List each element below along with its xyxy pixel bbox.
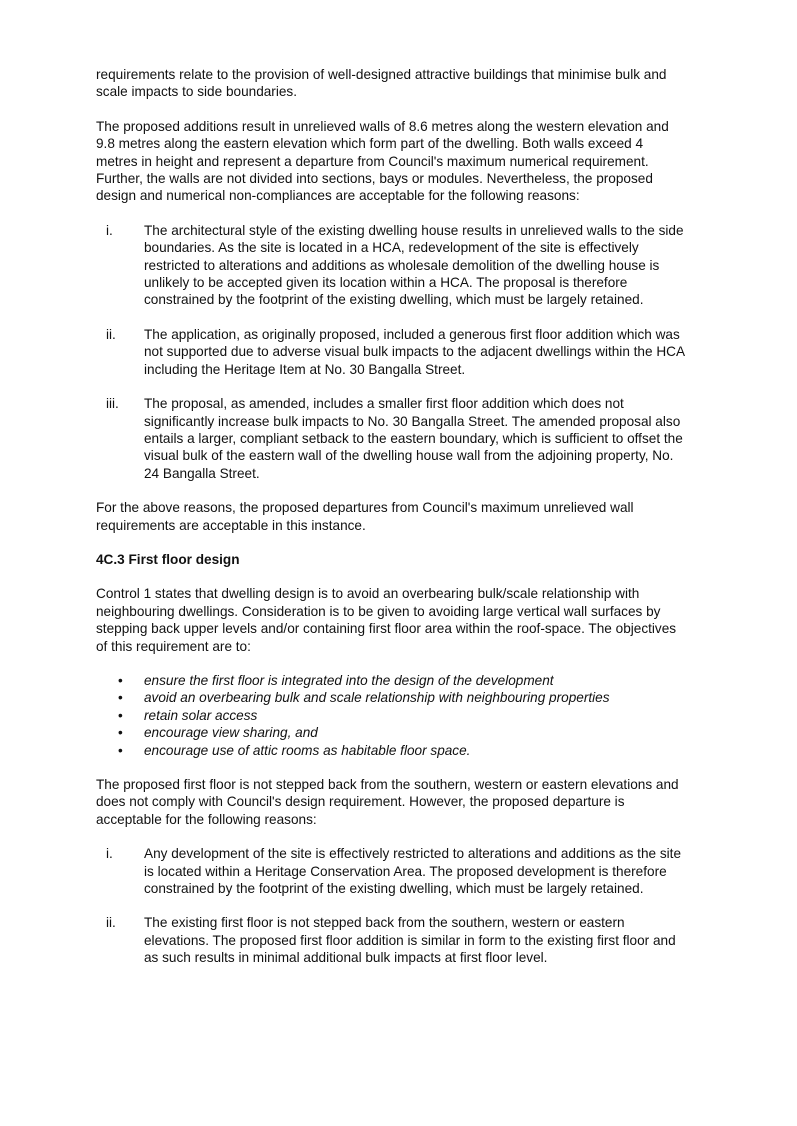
control-paragraph: Control 1 states that dwelling design is to avoid an overbearing bulk/scale relationship with neighbouring dwellings. Consideration is to be given to avoiding large vertical wall surfaces by stepping back upper levels and/or containing first floor area within the roof-space. The objectives of this requirement are to: <box>96 586 677 654</box>
list-item-number: ii. <box>106 326 116 342</box>
list-item <box>96 672 688 689</box>
list-item-text: The application, as originally proposed, included a generous first floor addition which was not supported due to adverse visual bulk impacts to the adjacent dwellings within the HCA including the Heritage Item at No. 30 Bangalla Street. <box>144 326 685 377</box>
walls-paragraph: The proposed additions result in unrelieved walls of 8.6 metres along the western elevation and 9.8 metres along the eastern elevation which form part of the dwelling. Both walls exceed 4 metres in height and represent a departure from Council's maximum numerical requirement. Further, the walls are not divided into sections, bays or modules. Nevertheless, the proposed design and numerical non-compliances are acceptable for the following reasons: <box>96 118 669 204</box>
bullet-icon: • <box>118 690 123 706</box>
intro-paragraph: requirements relate to the provision of well-designed attractive buildings that minimise bulk and scale impacts to side boundaries. <box>96 67 667 100</box>
list-item <box>96 724 688 741</box>
list-item-text: Any development of the site is effectively restricted to alterations and additions as the site is located within a Heritage Conservation Area. The proposed development is therefore constrained by the footprint of the existing dwelling, which must be largely retained. <box>144 846 681 897</box>
list-item-number: ii. <box>106 915 116 931</box>
first-floor-reasons-list <box>96 845 688 966</box>
walls-reasons-list <box>96 222 688 482</box>
list-item-text: The proposal, as amended, includes a smaller first floor addition which does not significantly increase bulk impacts to No. 30 Bangalla Street. The amended proposal also entails a larger, compliant setback to the eastern boundary, which is sufficient to offset the visual bulk of the eastern wall of the dwelling house wall from the adjoining property, No. 24 Bangalla Street. <box>144 396 683 481</box>
list-item <box>96 707 688 724</box>
bullet-icon: • <box>118 707 123 723</box>
bullet-icon: • <box>118 742 123 758</box>
list-item-number: i. <box>106 846 113 862</box>
list-item <box>96 395 688 482</box>
section-heading: 4C.3 First floor design <box>96 551 240 567</box>
list-item-number: iii. <box>106 396 119 412</box>
bullet-icon: • <box>118 672 123 688</box>
objective-text: encourage view sharing, and <box>144 725 318 741</box>
objective-text: ensure the first floor is integrated into the design of the development <box>144 672 554 688</box>
list-item <box>96 689 688 706</box>
list-item <box>96 845 688 897</box>
list-item <box>96 222 688 309</box>
objective-text: avoid an overbearing bulk and scale relationship with neighbouring properties <box>144 690 610 706</box>
document-page <box>96 66 688 984</box>
list-item-number: i. <box>106 222 113 238</box>
list-item <box>96 742 688 759</box>
bullet-icon: • <box>118 725 123 741</box>
objective-text: retain solar access <box>144 707 258 723</box>
list-item <box>96 326 688 378</box>
list-item-text: The existing first floor is not stepped back from the southern, western or eastern elevations. The proposed first floor addition is similar in form to the existing first floor and as such results in minimal additional bulk impacts at first floor level. <box>144 915 676 966</box>
walls-conclusion: For the above reasons, the proposed departures from Council's maximum unrelieved wall requirements are acceptable in this instance. <box>96 500 634 533</box>
objective-text: encourage use of attic rooms as habitable floor space. <box>144 742 471 758</box>
list-item <box>96 914 688 966</box>
first-floor-paragraph: The proposed first floor is not stepped back from the southern, western or eastern elevations and does not comply with Council's design requirement. However, the proposed departure is acceptable for the following reasons: <box>96 777 679 827</box>
list-item-text: The architectural style of the existing dwelling house results in unrelieved walls to the side boundaries. As the site is located in a HCA, redevelopment of the site is effectively restricted to alterations and additions as wholesale demolition of the dwelling house is unlikely to be accepted given its location within a HCA. The proposal is therefore constrained by the footprint of the existing dwelling, which must be largely retained. <box>144 222 684 308</box>
objectives-list <box>96 672 688 759</box>
